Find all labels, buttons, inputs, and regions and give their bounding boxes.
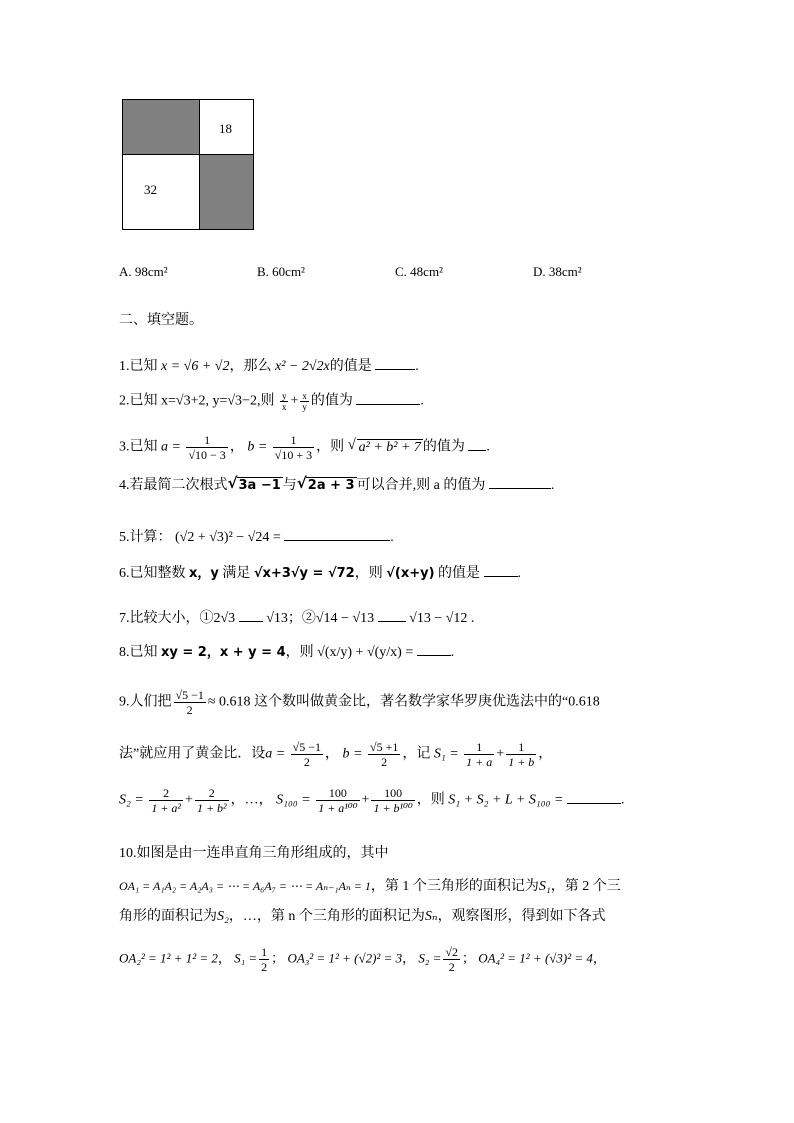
label-18: 18 <box>219 121 232 136</box>
question-9-line-2: 法”就应用了黄金比．设a = $\frac{√5 -1}{2}$ ， b = $\frac{√5 +1}{2}$ ，记 S₁ = $\frac{1}{1 + a}$ + $\frac{1}{1 + b}$ ， <box>119 740 553 769</box>
square-18 <box>199 99 254 155</box>
square-32 <box>122 154 200 230</box>
answer-blank-1[interactable] <box>239 621 263 622</box>
shaded-square-top-left <box>122 99 200 155</box>
label-32: 32 <box>144 182 157 197</box>
question-9-line-3: S₂ = $\frac{2}{\text{1 + a²}}$ + $\frac{2}{\text{1 + b²}}$ ，…， S₁₀₀ = $\frac{100}{\text{1 + a¹⁰⁰}}$ + $\frac{100}{\text{1 + b¹⁰⁰}}$ ，则 S₁ + S₂ + L + S₁₀₀ = . <box>119 786 625 815</box>
square-figure <box>122 99 254 230</box>
question-9-line-1: 9.人们把 $\frac{√5 -1}{2}$ ≈ 0.618 这个数叫做黄金比，著名数学家华罗庚优选法中的“0.618 <box>119 688 600 717</box>
answer-blank[interactable] <box>284 540 390 541</box>
question-4: 4.若最简二次根式√ 3a −1 与√ 2a + 3 可以合并,则 a 的值为 . <box>119 476 554 496</box>
question-10-line-4: OA₂² = 1² + 1² = 2， S₁ = $\frac{1}{2}$ ； OA₃² = 1² + (√2)² = 3， S₂ = $\frac{√2}{2}$ ； OA₄² = 1² + (√3)² = 4， <box>119 945 606 974</box>
answer-blank[interactable] <box>375 369 415 370</box>
question-5: 5.计算： (√2 + √3)² − √24 = . <box>119 530 394 545</box>
option-d: D. 38cm² <box>533 264 582 279</box>
option-c: C. 48cm² <box>395 264 443 279</box>
answer-blank[interactable] <box>417 655 451 656</box>
question-6: 6.已知整数 x，y 满足 √x+3√y = √72，则 √(x+y) 的值是 . <box>119 566 522 581</box>
question-1: 1.已知 x = √6 + √2，那么 x² − 2√2x的值是 . <box>119 359 419 374</box>
answer-blank[interactable] <box>567 803 621 804</box>
question-10-line-3: 角形的面积记为S₂，…，第 n 个三角形的面积记为Sₙ，观察图形，得到如下各式 <box>119 909 606 924</box>
question-7: 7.比较大小，①2√3 √13；②√14 − √13 √13 − √12 . <box>119 611 475 626</box>
question-10-line-1: 10.如图是由一连串直角三角形组成的，其中 <box>119 846 389 861</box>
answer-blank[interactable] <box>468 450 486 451</box>
question-2: 2.已知 x=√3+2, y=√3−2,则 $\frac{y}{x}$ + $\frac{x}{y}$ 的值为 . <box>119 391 424 412</box>
option-b: B. 60cm² <box>257 264 305 279</box>
answer-blank[interactable] <box>484 576 518 577</box>
question-10-line-2: OA₁ = A₁A₂ = A₂A₃ = ⋯ = A₆A₇ = ⋯ = Aₙ₋₁Aₙ = 1，第 1 个三角形的面积记为S₁，第 2 个三 <box>119 879 621 894</box>
shaded-square-bottom-right <box>199 154 254 230</box>
option-a: A. 98cm² <box>119 264 168 279</box>
section-title: 二、填空题。 <box>119 313 203 328</box>
question-8: 8.已知 xy = 2，x + y = 4，则 √(x/y) + √(y/x) = . <box>119 645 455 660</box>
answer-blank[interactable] <box>356 404 420 405</box>
answer-blank[interactable] <box>489 488 551 489</box>
answer-blank-2[interactable] <box>378 621 406 622</box>
question-3: 3.已知 a = $\frac{1}{√10 - 3}$ ， b = $\frac{1}{√10 + 3}$ ，则 √ a² + b² + 7 的值为 . <box>119 433 490 462</box>
